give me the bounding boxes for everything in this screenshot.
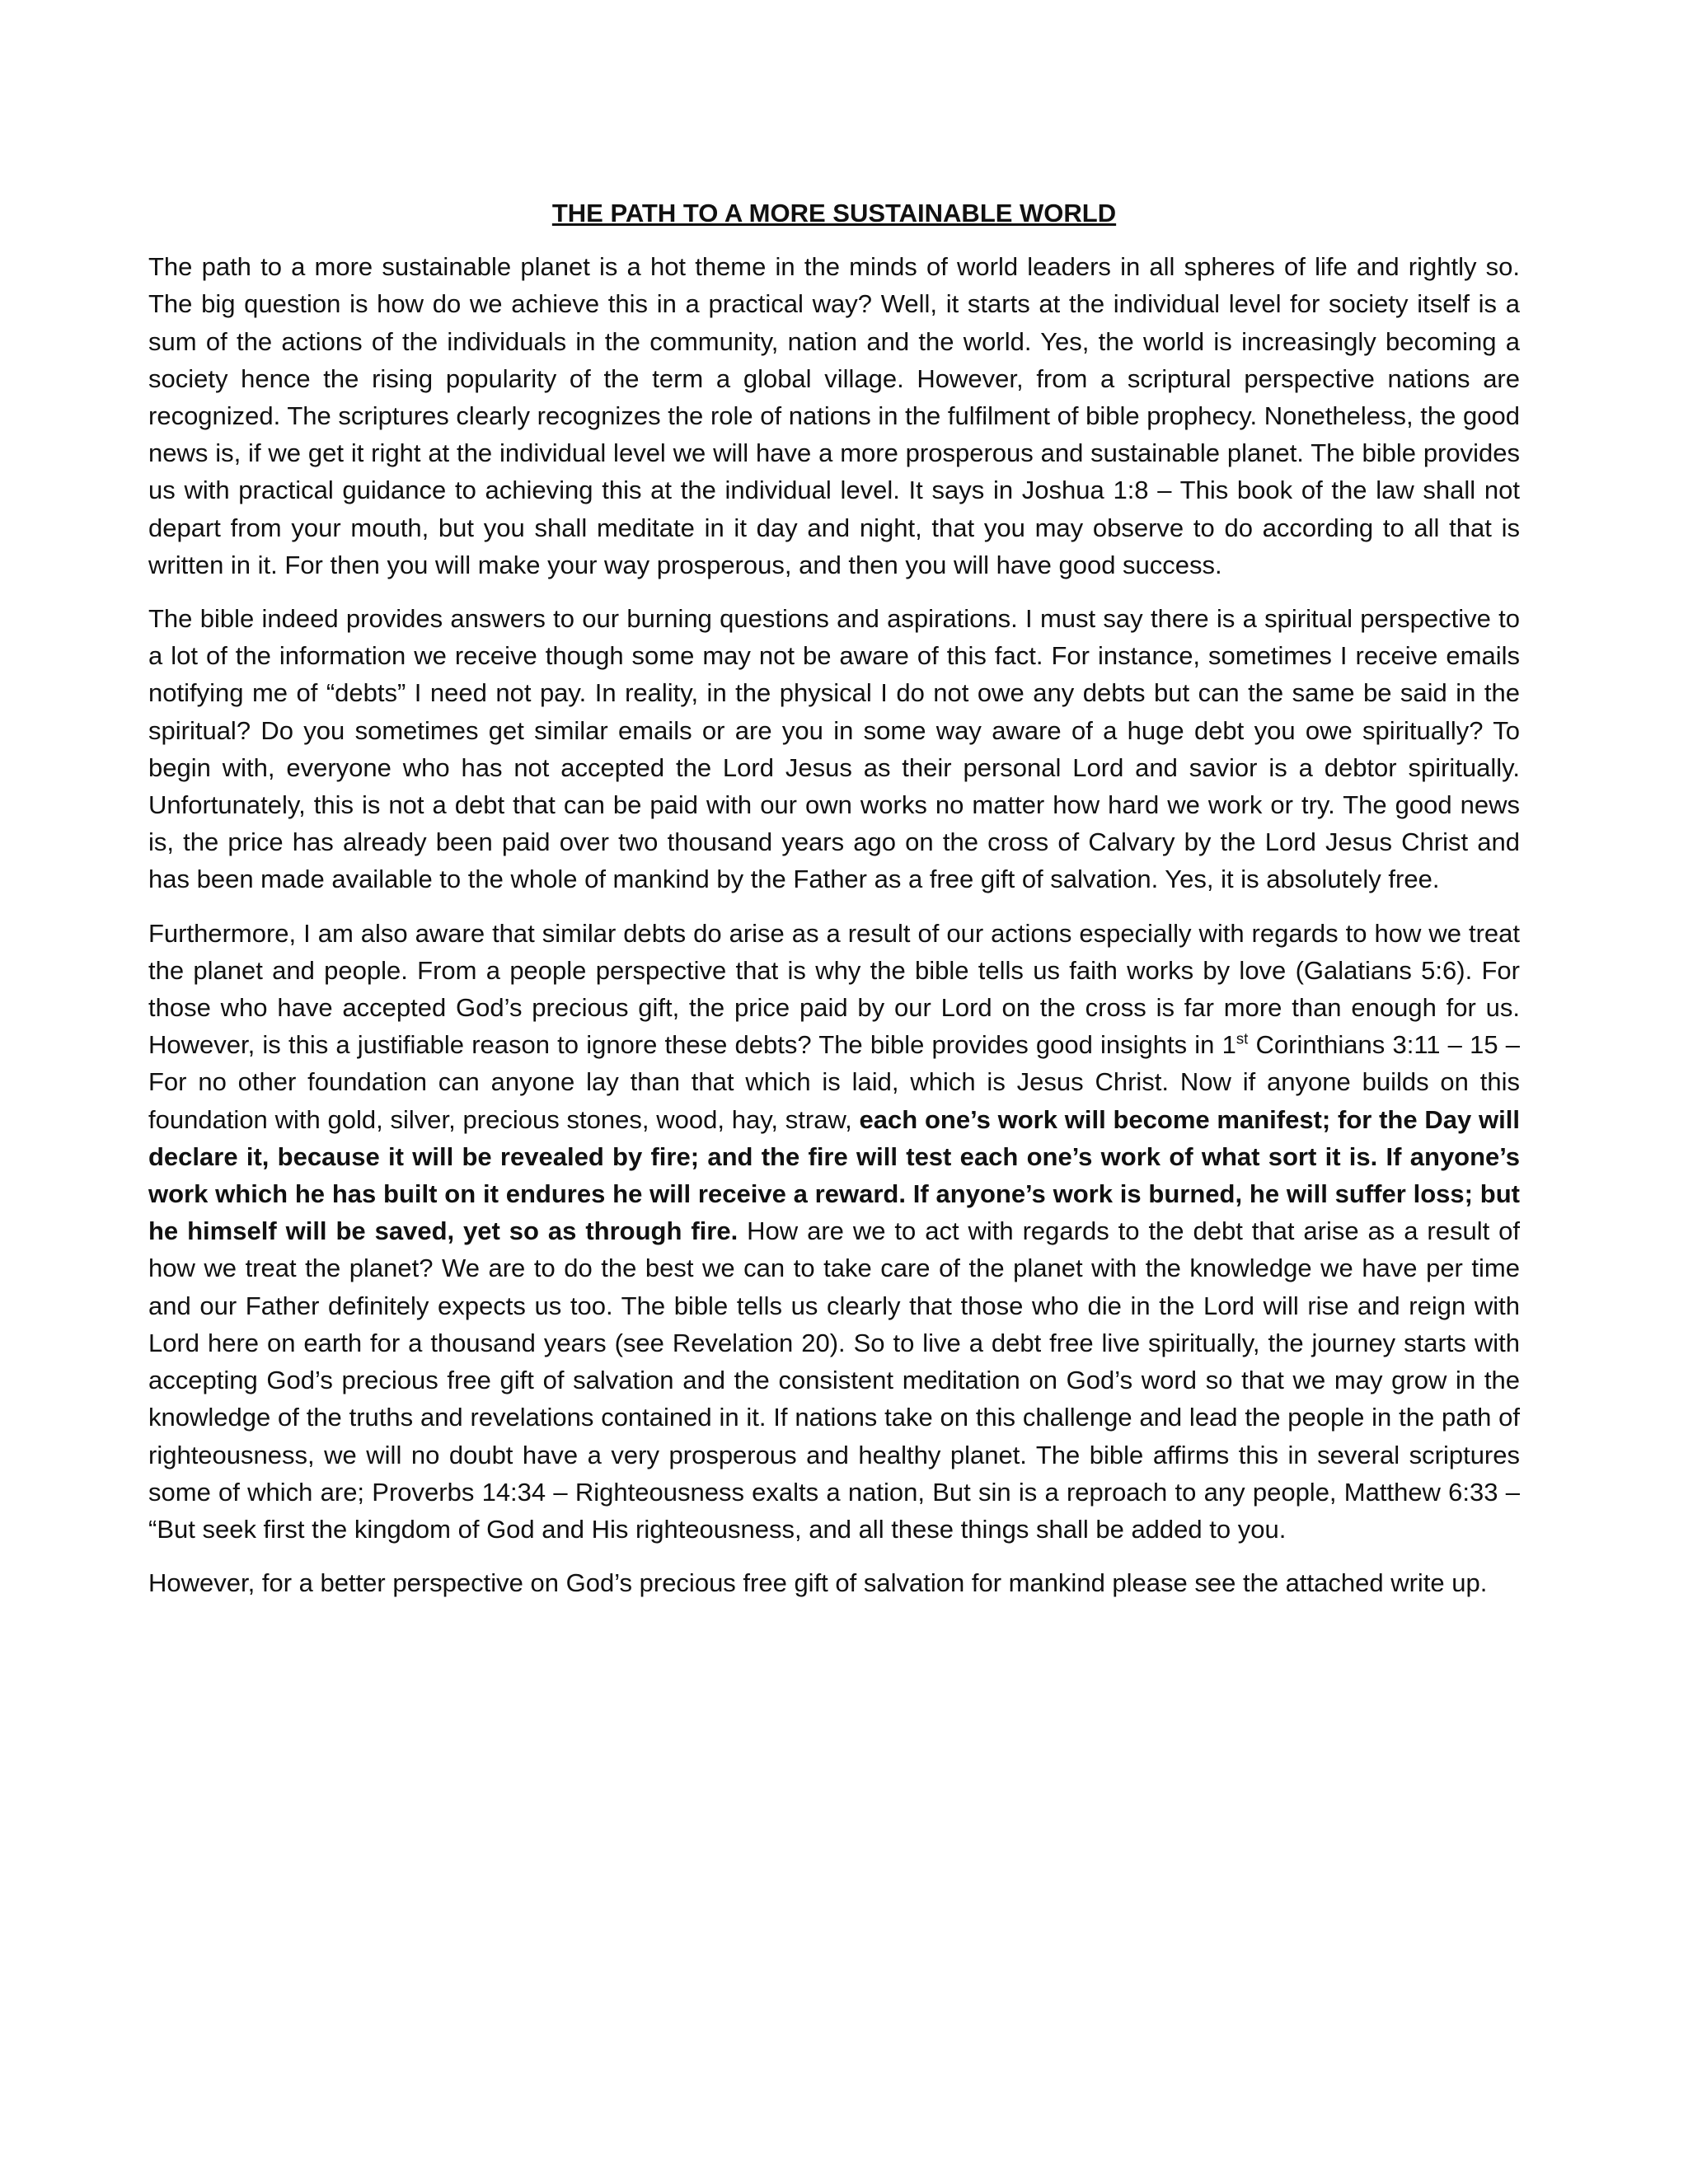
- paragraph-2: The bible indeed provides answers to our burning questions and aspirations. I must say there is a spiritual perspective to a lot of the information we receive though some may not be aware of this fact. For instance, sometimes I receive emails notifying me of “debts” I need not pay. In reality, in the physical I do not owe any debts but can the same be said in the spiritual? Do you sometimes get similar emails or are you in some way aware of a huge debt you owe spiritually? To begin with, everyone who has not accepted the Lord Jesus as their personal Lord and savior is a debtor spiritually. Unfortunately, this is not a debt that can be paid with our own works no matter how hard we work or try. The good news is, the price has already been paid over two thousand years ago on the cross of Calvary by the Lord Jesus Christ and has been made available to the whole of mankind by the Father as a free gift of salvation. Yes, it is absolutely free.: [148, 604, 1520, 894]
- paragraph-3-text-b: Corinthians 3:11 – 15 – For no other foundation can anyone lay than that which is laid, which is Jesus Christ. Now if anyone builds on this foundation with gold, silver, precious stones, wood, hay, straw,: [148, 1030, 1520, 1134]
- paragraph-3-text-a: Furthermore, I am also aware that similar debts do arise as a result of our actions especially with regards to how we treat the planet and people. From a people perspective that is why the bible tells us faith works by love (Galatians 5:6). For those who have accepted God’s precious gift, the price paid by our Lord on the cross is far more than enough for us. However, is this a justifiable reason to ignore these debts? The bible provides good insights in 1: [148, 918, 1520, 1060]
- paragraph-3: [148, 915, 1520, 1548]
- paragraph-4: However, for a better perspective on God’s precious free gift of salvation for mankind please see the attached write up.: [148, 1568, 1488, 1598]
- ordinal-superscript: st: [1236, 1029, 1249, 1047]
- bold-scripture-quote: each one’s work will become manifest; for the Day will declare it, because it will be revealed by fire; and the fire will test each one’s work of what sort it is. If anyone’s work which he has built on it endures he will receive a reward. If anyone’s work is burned, he will suffer loss; but he himself will be saved, yet so as through fire.: [148, 1104, 1520, 1246]
- page-title: THE PATH TO A MORE SUSTAINABLE WORLD: [551, 199, 1117, 227]
- paragraph-1: The path to a more sustainable planet is a hot theme in the minds of world leaders in all spheres of life and rightly so. The big question is how do we achieve this in a practical way? Well, it starts at the individual level for society itself is a sum of the actions of the individuals in the community, nation and the world. Yes, the world is increasingly becoming a society hence the rising popularity of the term a global village. However, from a scriptural perspective nations are recognized. The scriptures clearly recognizes the role of nations in the fulfilment of bible prophecy. Nonetheless, the good news is, if we get it right at the individual level we will have a more prosperous and sustainable planet. The bible provides us with practical guidance to achieving this at the individual level. It says in Joshua 1:8 – This book of the law shall not depart from your mouth, but you shall meditate in it day and night, that you may observe to do according to all that is written in it. For then you will make your way prosperous, and then you will have good success.: [148, 252, 1520, 579]
- document-body: [148, 194, 1520, 1618]
- paragraph-3-text-c: How are we to act with regards to the debt that arise as a result of how we treat the planet? We are to do the best we can to take care of the planet with the knowledge we have per time and our Father definitely expects us too. The bible tells us clearly that those who die in the Lord will rise and reign with Lord here on earth for a thousand years (see Revelation 20). So to live a debt free live spiritually, the journey starts with accepting God’s precious free gift of salvation and the consistent meditation on God’s word so that we may grow in the knowledge of the truths and revelations contained in it. If nations take on this challenge and lead the people in the path of righteousness, we will no doubt have a very prosperous and healthy planet. The bible affirms this in several scriptures some of which are; Proverbs 14:34 – Righteousness exalts a nation, But sin is a reproach to any people, Matthew 6:33 – “But seek first the kingdom of God and His righteousness, and all these things shall be added to you.: [148, 1216, 1520, 1544]
